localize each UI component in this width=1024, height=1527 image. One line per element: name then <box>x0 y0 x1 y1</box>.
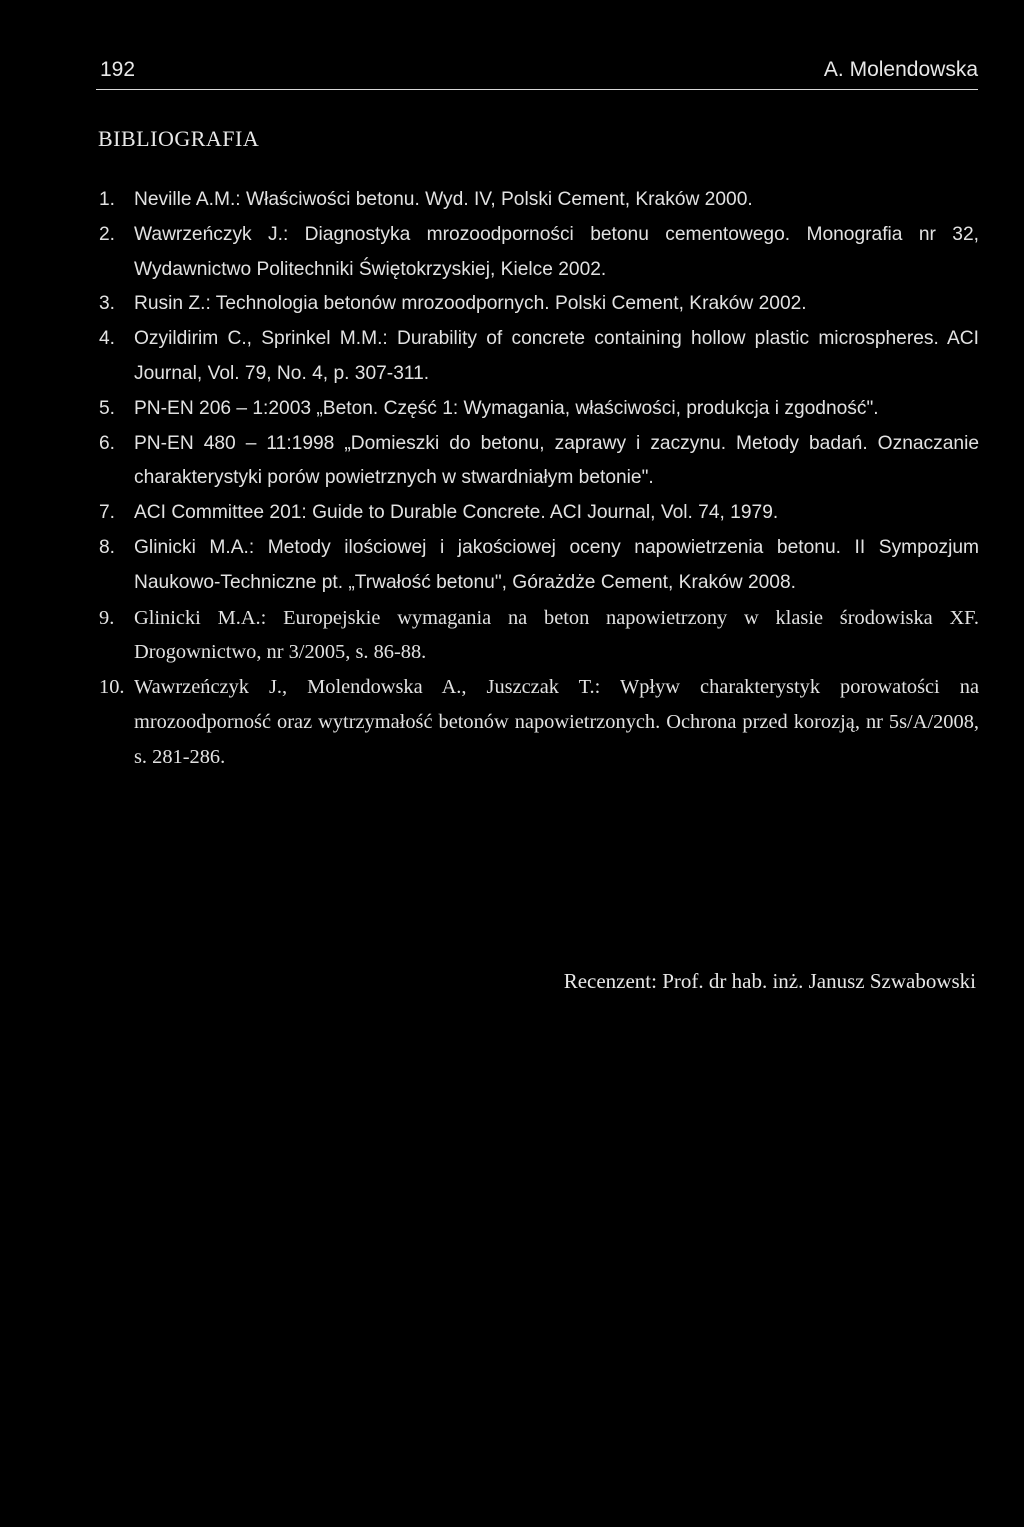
bibliography-item-text: Neville A.M.: Właściwości betonu. Wyd. IV, Polski Cement, Kraków 2000. <box>134 189 753 210</box>
bibliography-item-number: 2. <box>99 223 116 245</box>
bibliography-item-text: PN-EN 206 – 1:2003 „Beton. Część 1: Wymagania, właściwości, produkcja i zgodność". <box>134 397 879 419</box>
bibliography-item-text: Ozyildirim C., Sprinkel M.M.: Durability of concrete containing hollow plastic microspheres. ACI Journal, Vol. 79, No. 4, p. 307-311. <box>134 328 979 384</box>
running-head-author: A. Molendowska <box>823 58 978 81</box>
bibliography-item <box>99 218 979 288</box>
bibliography-list <box>99 183 979 775</box>
bibliography-item <box>99 427 979 497</box>
bibliography-item-text: ACI Committee 201: Guide to Durable Concrete. ACI Journal, Vol. 74, 1979. <box>134 502 779 524</box>
reviewer-note: Recenzent: Prof. dr hab. inż. Janusz Szwabowski <box>563 969 976 993</box>
bibliography-item-text: PN-EN 480 – 11:1998 „Domieszki do betonu, zaprawy i zaczynu. Metody badań. Oznaczanie charakterystyki porów powietrznych w stwardniałym betonie". <box>134 432 979 489</box>
bibliography-item-number: 5. <box>99 397 116 419</box>
bibliography-item <box>99 287 979 322</box>
bibliography-item-text: Wawrzeńczyk J., Molendowska A., Juszczak T.: Wpływ charakterystyk porowatości na mrozoodporność oraz wytrzymałość betonów napowietrzonych. Ochrona przed korozją, nr 5s/A/2008, s. 281-286. <box>134 676 979 768</box>
bibliography-item <box>99 670 979 774</box>
page-number: 192 <box>100 58 136 81</box>
bibliography-item <box>99 496 979 531</box>
bibliography-item-number: 10. <box>99 676 125 699</box>
page-header <box>96 56 978 88</box>
bibliography-item-number: 4. <box>99 328 116 350</box>
bibliography-item <box>99 183 979 218</box>
bibliography-item <box>99 392 979 427</box>
bibliography-item-number: 6. <box>99 432 116 454</box>
bibliography-item-number: 3. <box>99 293 116 315</box>
bibliography-item-text: Glinicki M.A.: Europejskie wymagania na beton napowietrzony w klasie środowiska XF. Drogownictwo, nr 3/2005, s. 86-88. <box>134 606 979 664</box>
bibliography-item <box>99 531 979 601</box>
bibliography-item-text: Wawrzeńczyk J.: Diagnostyka mrozoodporności betonu cementowego. Monografia nr 32, Wydawnictwo Politechniki Świętokrzyskiej, Kielce 2002. <box>134 223 979 280</box>
bibliography-item-number: 8. <box>99 536 116 558</box>
bibliography-item <box>99 601 979 671</box>
bibliography-item-text: Glinicki M.A.: Metody ilościowej i jakościowej oceny napowietrzenia betonu. II Sympozjum Naukowo-Techniczne pt. „Trwałość betonu", Górażdże Cement, Kraków 2008. <box>134 536 979 593</box>
bibliography-item-number: 1. <box>99 189 116 210</box>
section-title: BIBLIOGRAFIA <box>98 126 260 151</box>
header-rule <box>96 89 978 90</box>
bibliography-item <box>99 322 979 392</box>
bibliography-item-number: 9. <box>99 606 115 629</box>
bibliography-item-number: 7. <box>99 502 116 524</box>
bibliography-item-text: Rusin Z.: Technologia betonów mrozoodpornych. Polski Cement, Kraków 2002. <box>134 293 807 315</box>
